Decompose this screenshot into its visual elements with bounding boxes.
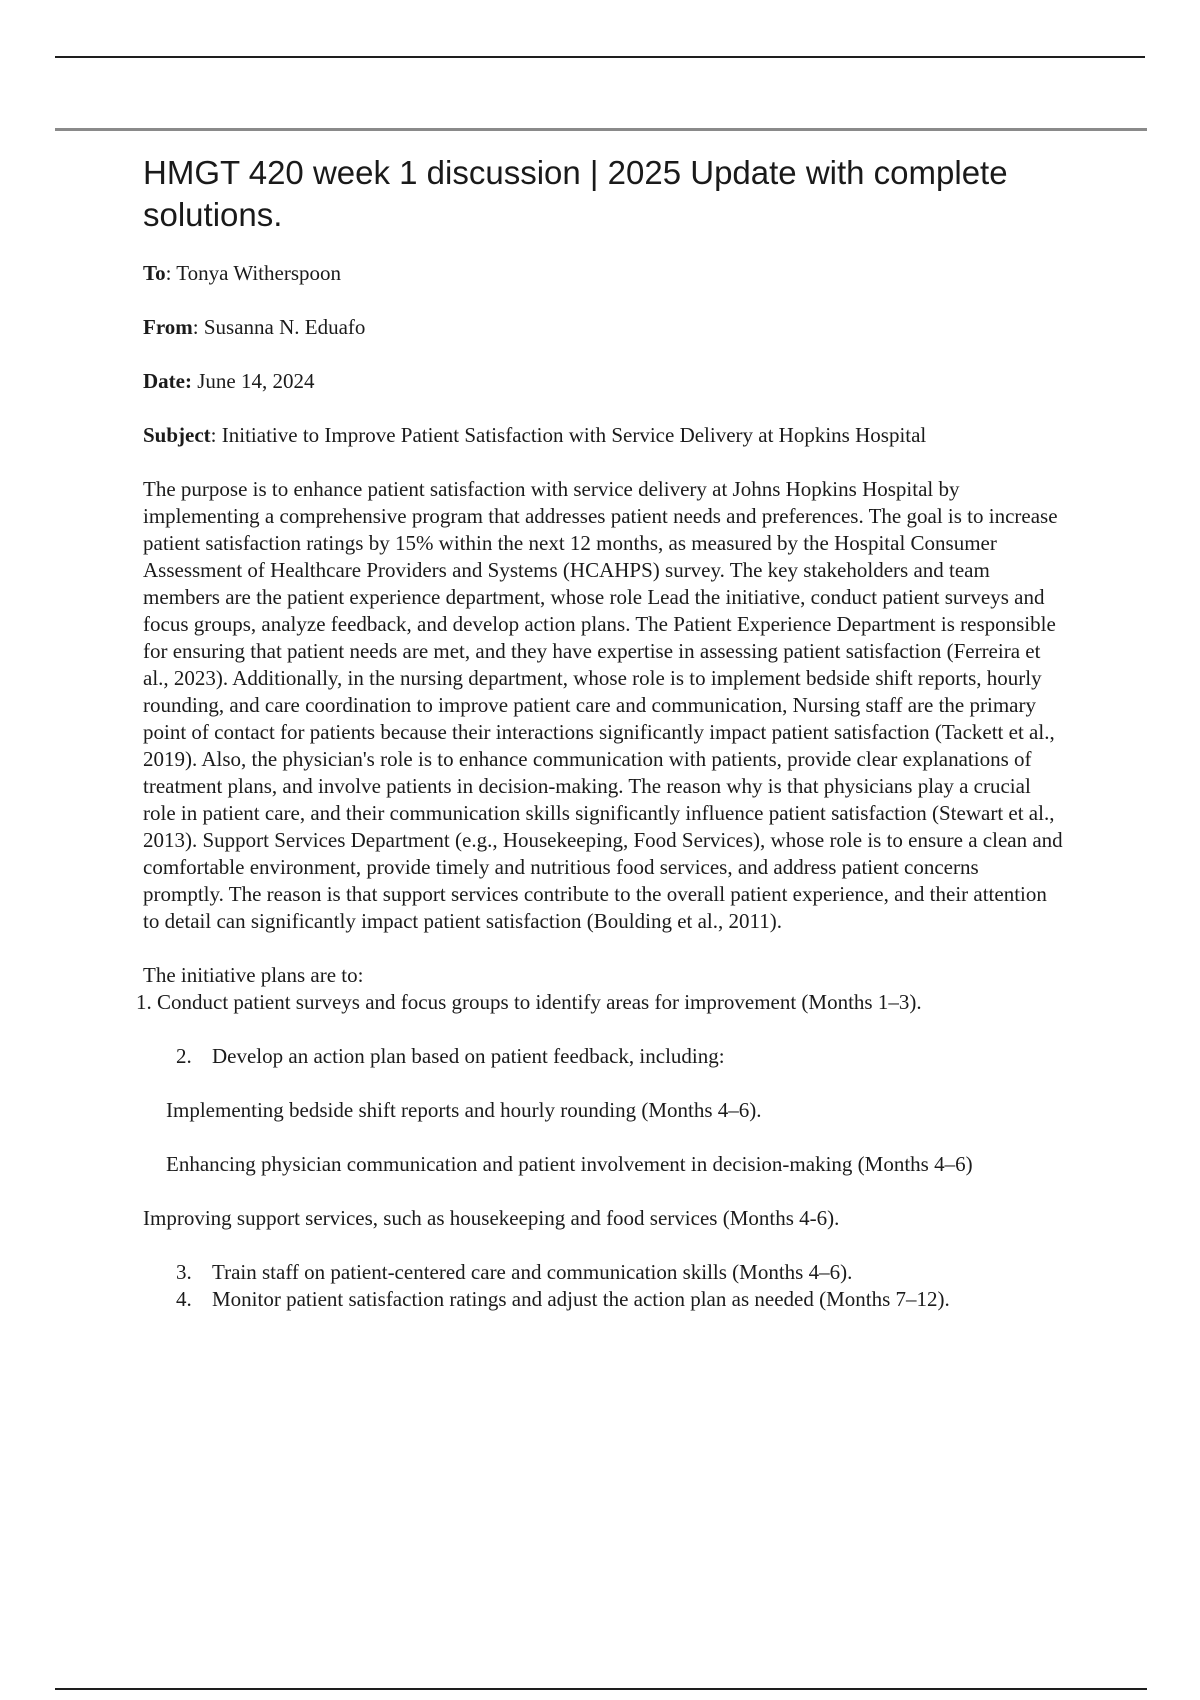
plan-item-4-text: Monitor patient satisfaction ratings and adjust the action plan as needed (Months 7–12). (212, 1287, 950, 1311)
memo-to-value: : Tonya Witherspoon (165, 261, 341, 285)
plan-item-2-text: Develop an action plan based on patient feedback, including: (212, 1044, 725, 1068)
memo-from-value: : Susanna N. Eduafo (192, 315, 366, 339)
memo-subject-label: Subject (143, 423, 211, 447)
bottom-divider (55, 1688, 1147, 1690)
memo-subject (143, 422, 1063, 449)
memo-date-label: Date: (143, 369, 192, 393)
top-divider (55, 56, 1145, 58)
memo-to-label: To (143, 261, 166, 285)
memo-date (143, 368, 1063, 395)
plan-item-3 (143, 1259, 1063, 1286)
plan-item-4 (143, 1286, 1063, 1313)
plan-subitem-2: Enhancing physician communication and patient involvement in decision-making (Months 4–6) (166, 1152, 973, 1176)
memo-from (143, 314, 1063, 341)
plan-subitem-1: Implementing bedside shift reports and hourly rounding (Months 4–6). (166, 1098, 762, 1122)
plans-intro: The initiative plans are to: (143, 963, 364, 987)
plan-item-3-number: 3. (176, 1260, 192, 1284)
plan-subitem-3: Improving support services, such as housekeeping and food services (Months 4-6). (143, 1206, 840, 1230)
plan-item-1: 1. Conduct patient surveys and focus groups to identify areas for improvement (Months 1–3). (136, 990, 922, 1014)
document-body (136, 152, 1063, 1313)
memo-to (143, 260, 1063, 287)
memo-from-label: From (143, 315, 193, 339)
plan-item-3-text: Train staff on patient-centered care and communication skills (Months 4–6). (212, 1260, 853, 1284)
header-divider (55, 128, 1147, 131)
plan-item-2-number: 2. (176, 1044, 192, 1068)
memo-date-value: June 14, 2024 (191, 369, 315, 393)
plan-item-4-number: 4. (176, 1287, 192, 1311)
plan-item-2 (143, 1043, 1063, 1070)
memo-subject-value: : Initiative to Improve Patient Satisfaction with Service Delivery at Hopkins Hospital (210, 423, 927, 447)
body-paragraph: The purpose is to enhance patient satisfaction with service delivery at Johns Hopkins Hospital by implementing a comprehensive program that addresses patient needs and preferences. The goal is to increase patient satisfaction ratings by 15% within the next 12 months, as measured by the Hospital Consumer Assessment of Healthcare Providers and Systems (HCAHPS) survey. The key stakeholders and team members are the patient experience department, whose role Lead the initiative, conduct patient surveys and focus groups, analyze feedback, and develop action plans. The Patient Experience Department is responsible for ensuring that patient needs are met, and they have expertise in assessing patient satisfaction (Ferreira et al., 2023). Additionally, in the nursing department, whose role is to implement bedside shift reports, hourly rounding, and care coordination to improve patient care and communication, Nursing staff are the primary point of contact for patients because their interactions significantly impact patient satisfaction (Tackett et al., 2019). Also, the physician's role is to enhance communication with patients, provide clear explanations of treatment plans, and involve patients in decision-making. The reason why is that physicians play a crucial role in patient care, and their communication skills significantly influence patient satisfaction (Stewart et al., 2013). Support Services Department (e.g., Housekeeping, Food Services), whose role is to ensure a clean and comfortable environment, provide timely and nutritious food services, and address patient concerns promptly. The reason is that support services contribute to the overall patient experience, and their attention to detail can significantly impact patient satisfaction (Boulding et al., 2011). (143, 477, 1063, 933)
document-title: HMGT 420 week 1 discussion | 2025 Update with complete solutions. (143, 154, 1008, 233)
